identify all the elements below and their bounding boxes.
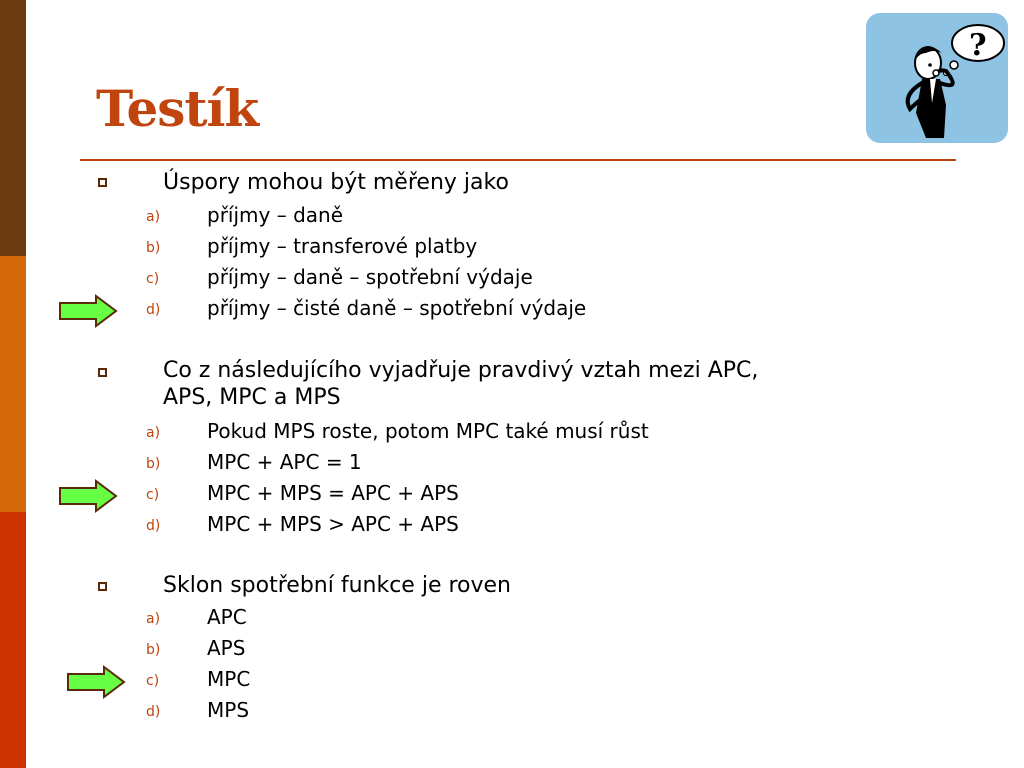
question-bullet [98,368,107,377]
option-text: MPC + MPS = APC + APS [207,481,459,505]
option-text: MPC + APC = 1 [207,450,362,474]
title-divider [80,159,956,161]
answer-arrow-icon [66,665,126,699]
option-text: Pokud MPS roste, potom MPC také musí růst [207,419,649,443]
answer-arrow-icon [58,294,118,328]
option-letter: d) [146,518,161,534]
option-text: příjmy – daně – spotřební výdaje [207,265,533,289]
option-text: MPS [207,698,250,722]
sidebar-stripe [0,0,26,768]
option-letter: d) [146,302,161,318]
question-2-text-line-2: APS, MPC a MPS [163,385,341,410]
sidebar-segment-middle [0,256,26,512]
option-text: APC [207,605,247,629]
option-text: příjmy – daně [207,203,343,227]
question-bullet [98,178,107,187]
answer-arrow-icon [58,479,118,513]
option-letter: c) [146,271,160,287]
option-text: APS [207,636,246,660]
option-letter: b) [146,642,161,658]
thinking-person-icon [866,13,1008,143]
option-letter: a) [146,209,161,225]
svg-text:?: ? [969,28,987,63]
option-letter: c) [146,487,160,503]
option-letter: c) [146,673,160,689]
option-letter: b) [146,456,161,472]
slide-title: Testík [96,79,259,138]
sidebar-segment-top [0,0,26,256]
option-text: MPC + MPS > APC + APS [207,512,459,536]
option-letter: b) [146,240,161,256]
question-3-text: Sklon spotřební funkce je roven [163,573,511,598]
option-letter: d) [146,704,161,720]
sidebar-segment-bottom [0,512,26,768]
option-text: příjmy – transferové platby [207,234,478,258]
question-1-text: Úspory mohou být měřeny jako [163,170,509,195]
question-2-text-line-1: Co z následujícího vyjadřuje pravdivý vztah mezi APC, [163,358,759,383]
option-text: MPC [207,667,251,691]
option-letter: a) [146,425,161,441]
option-letter: a) [146,611,161,627]
question-bullet [98,582,107,591]
option-text: příjmy – čisté daně – spotřební výdaje [207,296,587,320]
